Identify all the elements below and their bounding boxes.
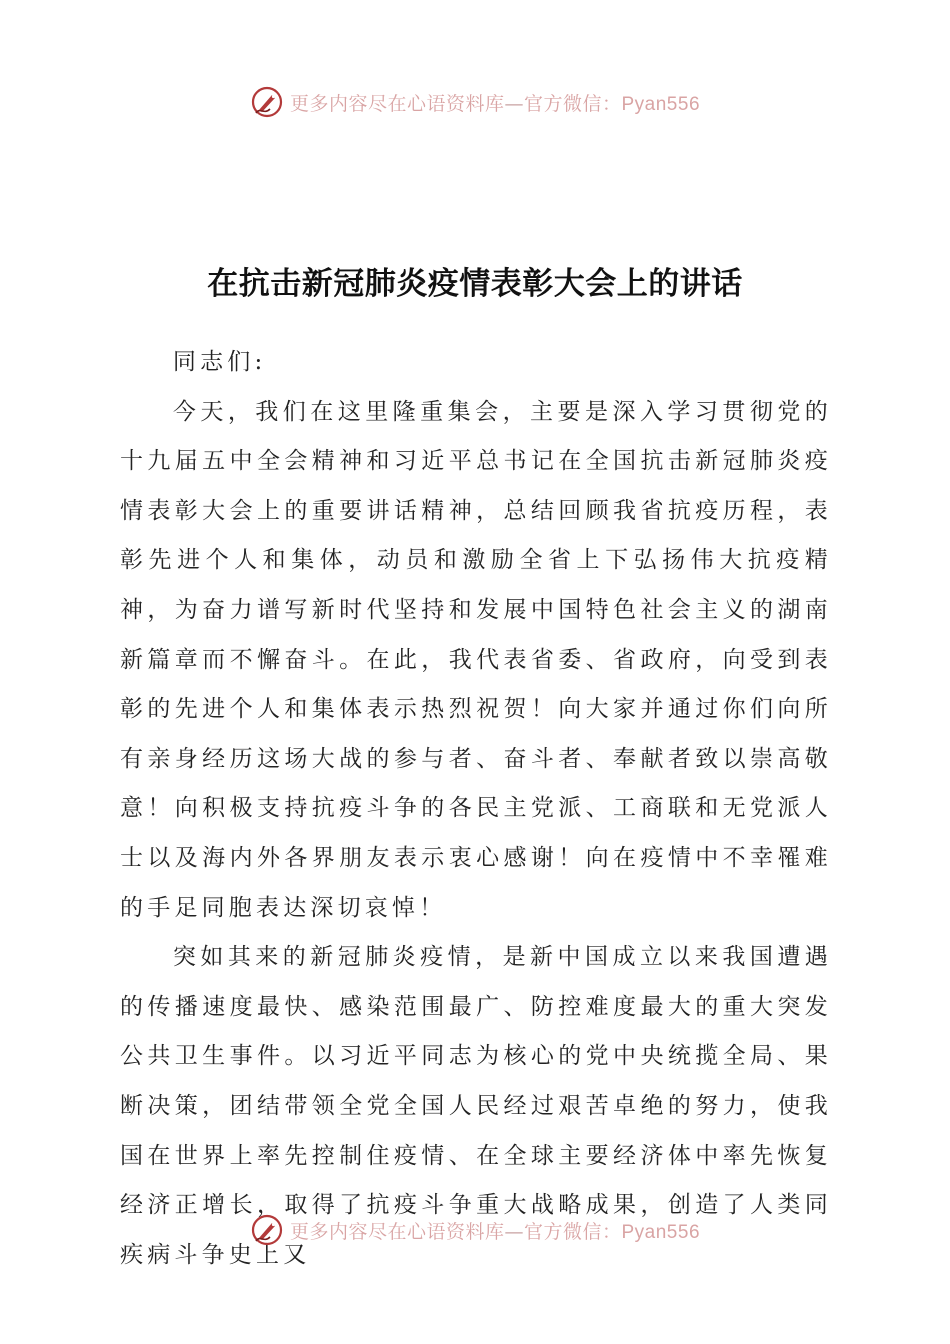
salutation-paragraph: 同志们: [172,349,267,375]
watermark-banner-top [0,82,950,122]
body-paragraph: 突如其来的新冠肺炎疫情，是新中国成立以来我国遭遇的传播速度最快、感染范围最广、防控难度最大的重大突发公共卫生事件。以习近平同志为核心的党中央统揽全局、果断决策，团结带领全党全国人民经过艰苦卓绝的努力，使我国在世界上率先控制住疫情、在全球主要经济体中率先恢复经济正增长，取得了抗疫斗争重大战略成果，创造了人类同疾病斗争史上又 [120,944,832,1268]
watermark-separator: — [504,92,524,115]
watermark-banner-bottom [0,1210,950,1250]
watermark-official-label: 官方微信： [523,92,622,115]
watermark-text [290,1217,700,1244]
pen-circle-logo-icon [250,85,284,119]
watermark-main-text: 更多内容尽在心语资料库 [289,92,505,115]
body-paragraph: 今天，我们在这里隆重集会，主要是深入学习贯彻党的十九届五中全会精神和习近平总书记在全国抗击新冠肺炎疫情表彰大会上的重要讲话精神，总结回顾我省抗疫历程，表彰先进个人和集体，动员和激励全省上下弘扬伟大抗疫精神，为奋力谱写新时代坚持和发展中国特色社会主义的湖南新篇章而不懈奋斗。在此，我代表省委、省政府，向受到表彰的先进个人和集体表示热烈祝贺！向大家并通过你们向所有亲身经历这场大战的参与者、奋斗者、奉献者致以崇高敬意！向积极支持抗疫斗争的各民主党派、工商联和无党派人士以及海内外各界朋友表示衷心感谢！向在疫情中不幸罹难的手足同胞表达深切哀悼！ [120,398,832,921]
watermark-official-label: 官方微信： [523,1220,622,1243]
pen-circle-logo-icon [250,1213,284,1247]
watermark-main-text: 更多内容尽在心语资料库 [289,1220,505,1243]
watermark-separator: — [504,1220,524,1243]
watermark-wechat-id: Pyan556 [621,93,701,115]
watermark-text [290,89,700,116]
watermark-wechat-id: Pyan556 [621,1221,701,1243]
document-title: 在抗击新冠肺炎疫情表彰大会上的讲话 [207,266,743,302]
document-body [120,338,832,1280]
